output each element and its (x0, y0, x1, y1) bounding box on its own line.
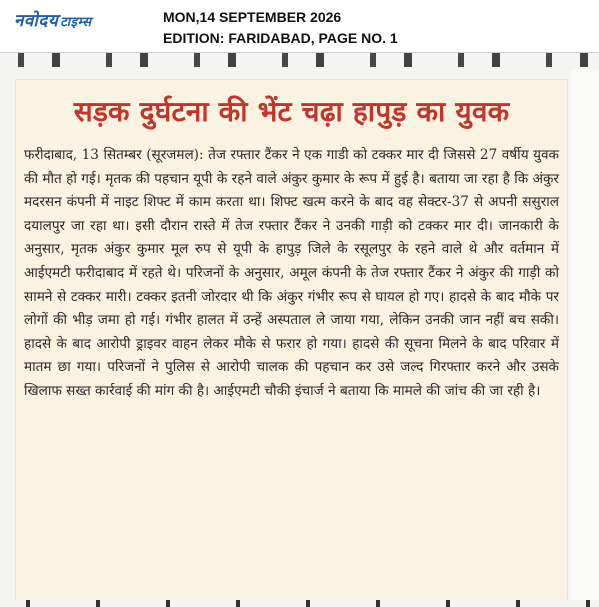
cropped-next-article-strip (0, 600, 599, 607)
cropped-headline-strip (0, 53, 599, 67)
article-clipping (16, 80, 567, 600)
issue-date: MON,14 SEPTEMBER 2026 (163, 9, 342, 25)
logo-sub-text: टाइम्स (60, 15, 92, 30)
logo-main-text: नवोदय (14, 11, 59, 31)
adjacent-column-clipping: ﾠ (571, 70, 599, 600)
article-body: फरीदाबाद, 13 सितम्बर (सूरजमल): तेज रफ्तार टैंकर ने एक गाडी को टक्कर मार दी जिससे 27 वर्षीय युवक की मौत हो गई। मृतक की पहचान यूपी के रहने वाले अंकुर कुमार के रूप में हुई है। बताया जा रहा है कि अंकुर मदरसन कंपनी में नाइट शिफ्ट में काम करता था। शिफ्ट खत्म करने के बाद वह सेक्टर-37 से अपनी ससुराल दयालपुर जा रहा था। इसी दौरान रास्ते में तेज रफ्तार टैंकर ने उनकी गाड़ी को टक्कर मार दी। जानकारी के अनुसार, मृतक अंकुर कुमार मूल रुप से यूपी के हापुड़ जिले के रसूलपुर के रहने वाले थे और वर्तमान में आईएमटी फरीदाबाद में रहते थे। परिजनों के अनुसार, अमूल कंपनी के तेज रफ्तार टैंकर ने अंकुर की गाड़ी को सामने से टक्कर मारी। टक्कर इतनी जोरदार थी कि अंकुर गंभीर रूप से घायल हो गए। हादसे के बाद मौके पर लोगों की भीड़ जमा हो गई। गंभीर हालत में उन्हें अस्पताल ले जाया गया, लेकिन उनकी जान नहीं बच सकी। हादसे के बाद आरोपी ड्राइवर वाहन लेकर मौके से फरार हो गया। हादसे की सूचना मिलने के बाद परिवार में मातम छा गया। परिजनों ने पुलिस से आरोपी चालक की पहचान कर उसे जल्द गिरफ्तार करने और उसके खिलाफ सख्त कार्रवाई की मांग की है। आईएमटी चौकी इंचार्ज ने बताया कि मामले की जांच की जा रही है। (24, 147, 559, 399)
article-headline: सड़क दुर्घटना की भेंट चढ़ा हापुड़ का युवक (73, 95, 510, 128)
edition-label: EDITION: FARIDABAD, PAGE NO. 1 (163, 30, 398, 46)
newspaper-header (0, 0, 599, 53)
newspaper-logo (14, 8, 92, 31)
